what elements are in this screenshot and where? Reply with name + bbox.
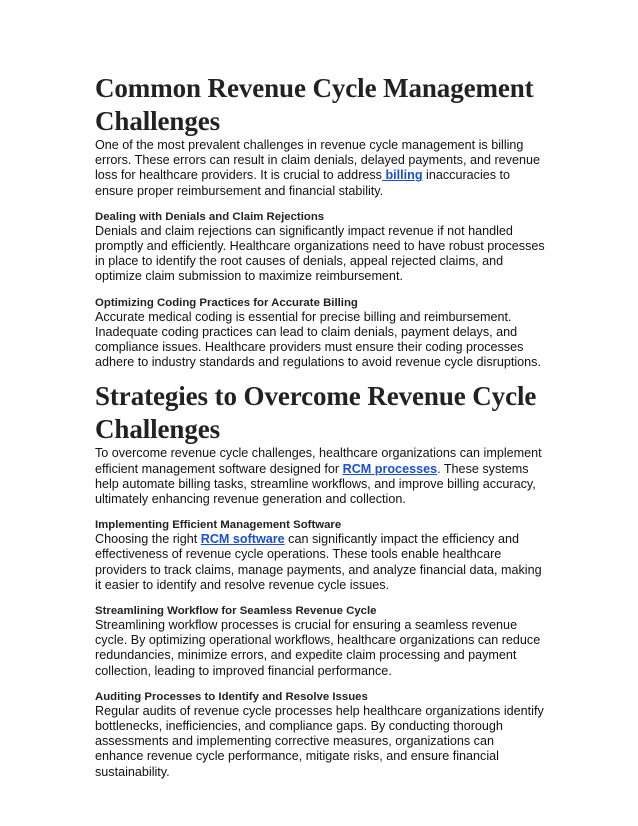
software-text-before: Choosing the right bbox=[95, 532, 201, 547]
intro-text-before: One of the most prevalent challenges in revenue cycle management is billing errors. These errors can result in claim denials, delayed payments, and revenue loss for healthcare providers. It is crucial to address bbox=[95, 138, 540, 183]
software-paragraph bbox=[95, 532, 545, 593]
subheading-coding: Optimizing Coding Practices for Accurate Billing bbox=[95, 296, 358, 309]
section-title-challenges: Common Revenue Cycle Management Challenges bbox=[95, 73, 534, 136]
challenges-intro-paragraph bbox=[95, 138, 545, 199]
strategies-text-before: To overcome revenue cycle challenges, healthcare organizations can implement efficient management software designed for bbox=[95, 446, 542, 476]
software-text-after: can significantly impact the efficiency and effectiveness of revenue cycle operations. These tools enable healthcare providers to track claims, manage payments, and analyze financial data, making it easier to identify and resolve revenue cycle issues. bbox=[95, 532, 542, 592]
rcm-software-link[interactable]: RCM software bbox=[200, 532, 285, 547]
subheading-auditing: Auditing Processes to Identify and Resolve Issues bbox=[95, 690, 368, 703]
section-title-strategies: Strategies to Overcome Revenue Cycle Challenges bbox=[95, 381, 537, 445]
subheading-software: Implementing Efficient Management Software bbox=[95, 519, 342, 532]
rcm-processes-link[interactable]: RCM processes bbox=[342, 461, 438, 476]
billing-link[interactable]: billing bbox=[381, 168, 423, 183]
intro-text-after: inaccuracies to ensure proper reimbursement and financial stability. bbox=[95, 168, 511, 198]
subheading-denials: Dealing with Denials and Claim Rejections bbox=[95, 210, 325, 223]
subheading-workflow: Streamlining Workflow for Seamless Revenue Cycle bbox=[95, 605, 377, 618]
document-page bbox=[95, 72, 545, 780]
strategies-intro-paragraph bbox=[95, 446, 545, 507]
denials-paragraph: Denials and claim rejections can significantly impact revenue if not handled promptly and efficiently. Healthcare organizations need to have robust processes in place to identify the root causes of denials, appeal rejected claims, and optimize claim submission to maximize reimbursement. bbox=[95, 223, 545, 284]
workflow-paragraph: Streamlining workflow processes is crucial for ensuring a seamless revenue cycle. By optimizing operational workflows, healthcare organizations can reduce redundancies, minimize errors, and expedite claim processing and payment collection, leading to improved financial performance. bbox=[95, 618, 541, 678]
auditing-paragraph: Regular audits of revenue cycle processes help healthcare organizations identify bottlenecks, inefficiencies, and compliance gaps. By conducting thorough assessments and implementing corrective measures, organizations can enhance revenue cycle performance, mitigate risks, and ensure financial sustainability. bbox=[95, 703, 544, 779]
strategies-text-after: . These systems help automate billing tasks, streamline workflows, and improve billing accuracy, ultimately enhancing revenue generation and collection. bbox=[95, 461, 536, 507]
coding-paragraph: Accurate medical coding is essential for precise billing and reimbursement. Inadequate coding practices can lead to claim denials, payment delays, and compliance issues. Healthcare providers must ensure their coding processes adhere to industry standards and regulations to avoid revenue cycle disruptions. bbox=[95, 309, 541, 370]
